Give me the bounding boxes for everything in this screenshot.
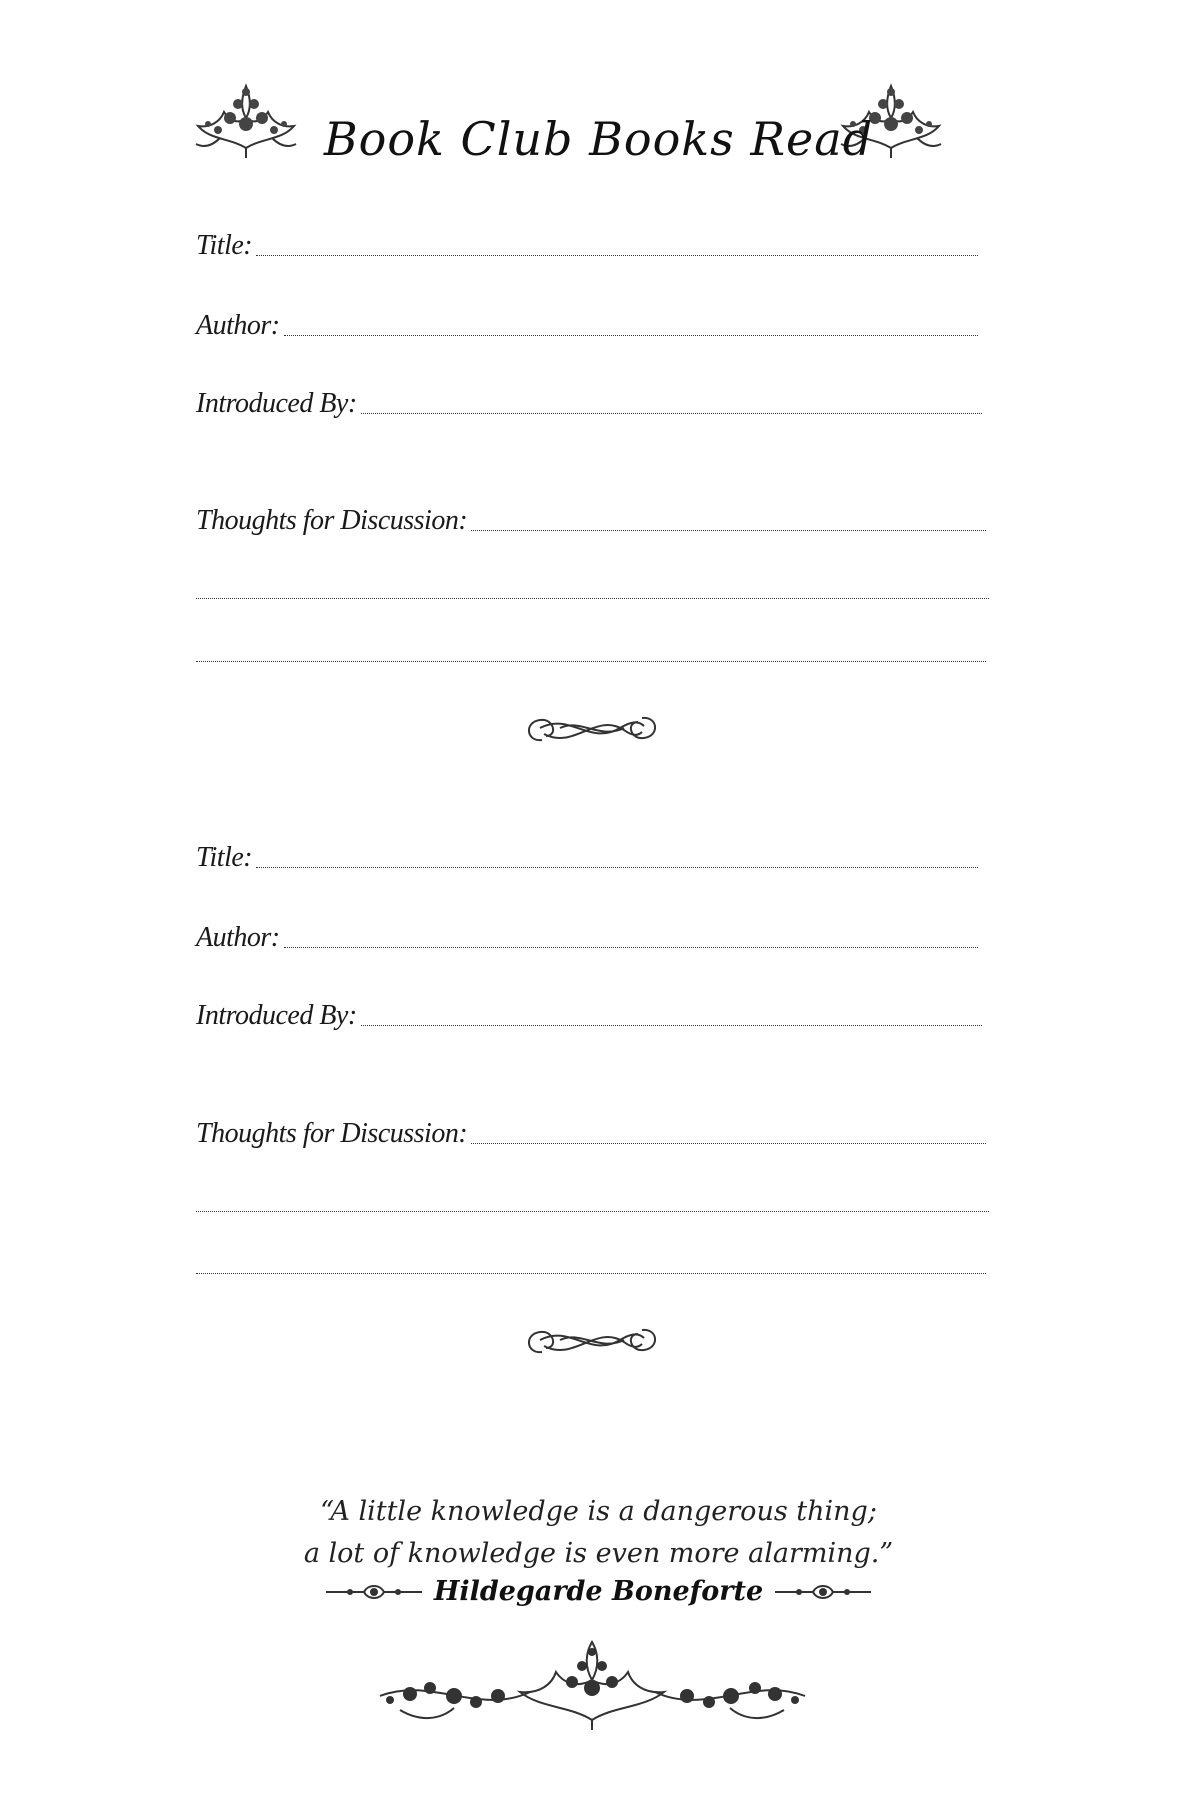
- author-line[interactable]: [284, 334, 978, 336]
- quote-line-1: “A little knowledge is a dangerous thing;: [320, 1496, 877, 1527]
- introduced-by-label: Introduced By:: [196, 388, 357, 419]
- introduced-by-label: Introduced By:: [196, 1000, 357, 1031]
- thoughts-line[interactable]: [471, 1142, 986, 1144]
- attribution: Hildegarde Boneforte: [433, 1576, 764, 1607]
- thoughts-line-2[interactable]: [196, 597, 989, 599]
- author-label: Author:: [196, 922, 280, 953]
- title-label: Title:: [196, 230, 253, 261]
- quote-line-2: a lot of knowledge is even more alarming.”: [303, 1538, 894, 1569]
- author-label: Author:: [196, 310, 280, 341]
- author-field[interactable]: [196, 922, 978, 954]
- title-field[interactable]: [196, 230, 978, 262]
- flourish-divider-icon: [520, 1318, 664, 1364]
- thoughts-line[interactable]: [471, 529, 986, 531]
- title-label: Title:: [196, 842, 253, 873]
- introduced-by-line[interactable]: [361, 412, 982, 414]
- thoughts-line-2[interactable]: [196, 1210, 989, 1212]
- author-line[interactable]: [284, 946, 978, 948]
- thoughts-field[interactable]: [196, 505, 986, 537]
- thoughts-label: Thoughts for Discussion:: [196, 1118, 468, 1149]
- introduced-by-field[interactable]: [196, 388, 982, 420]
- title-line[interactable]: [256, 866, 978, 868]
- flourish-divider-icon: [520, 706, 664, 752]
- thoughts-field[interactable]: [196, 1118, 986, 1150]
- floral-garland-icon: [370, 1636, 815, 1732]
- introduced-by-field[interactable]: [196, 1000, 982, 1032]
- title-line[interactable]: [256, 254, 978, 256]
- author-field[interactable]: [196, 310, 978, 342]
- scroll-flourish-right-icon: [773, 1580, 873, 1604]
- attribution-row: [0, 1576, 1197, 1607]
- introduced-by-line[interactable]: [361, 1024, 982, 1026]
- thoughts-line-3[interactable]: [196, 1272, 986, 1274]
- thoughts-label: Thoughts for Discussion:: [196, 505, 468, 536]
- scroll-flourish-left-icon: [324, 1580, 424, 1604]
- title-field[interactable]: [196, 842, 978, 874]
- page-title: Book Club Books Read: [323, 112, 874, 166]
- thoughts-line-3[interactable]: [196, 660, 986, 662]
